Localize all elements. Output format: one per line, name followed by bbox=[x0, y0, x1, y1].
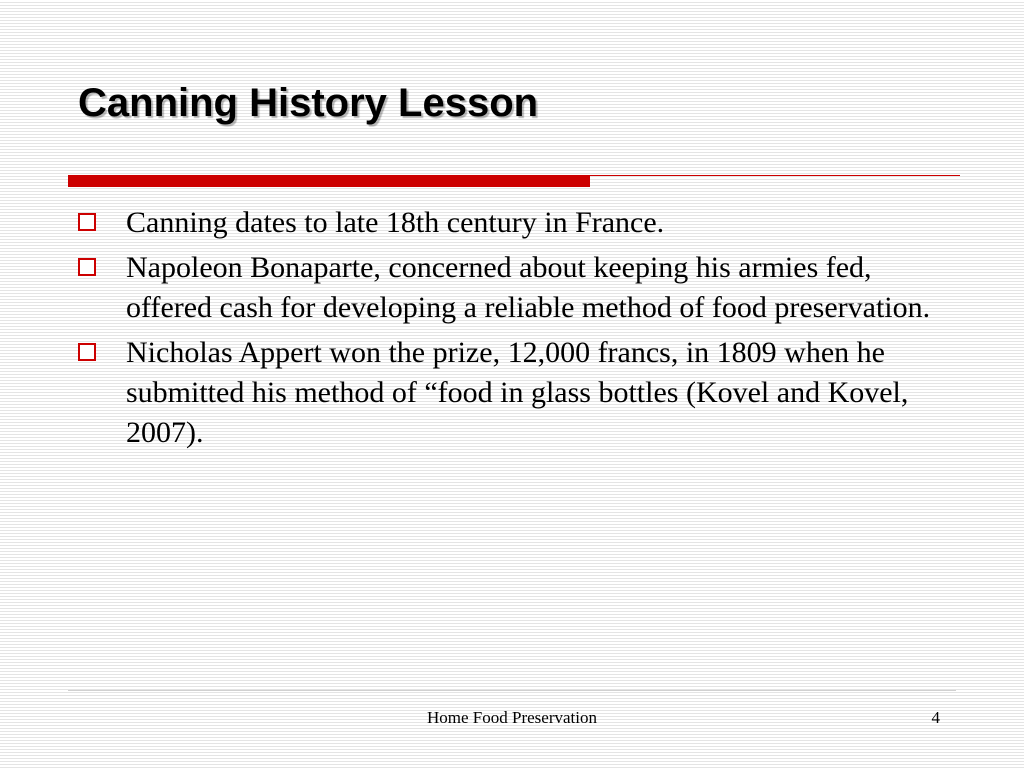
page-number: 4 bbox=[931, 708, 940, 727]
footer-divider bbox=[68, 690, 956, 691]
footer-title: Home Food Preservation bbox=[427, 708, 597, 727]
title-underline-thick bbox=[68, 175, 590, 187]
title-underline-thin bbox=[590, 175, 960, 176]
bullet-item bbox=[78, 333, 958, 453]
bullet-text: Napoleon Bonaparte, concerned about keeping his armies fed, offered cash for developing a reliable method of food preservation. bbox=[126, 251, 931, 324]
bullet-item bbox=[78, 248, 958, 328]
square-bullet-icon bbox=[78, 213, 96, 231]
bullet-text: Nicholas Appert won the prize, 12,000 francs, in 1809 when he submitted his method of “food in glass bottles (Kovel and Kovel, 2007). bbox=[126, 336, 909, 449]
square-bullet-icon bbox=[78, 258, 96, 276]
bullet-item bbox=[78, 203, 958, 243]
square-bullet-icon bbox=[78, 343, 96, 361]
bullet-list bbox=[78, 203, 958, 458]
bullet-text: Canning dates to late 18th century in France. bbox=[126, 206, 665, 239]
slide-title: Canning History Lesson bbox=[78, 81, 539, 125]
